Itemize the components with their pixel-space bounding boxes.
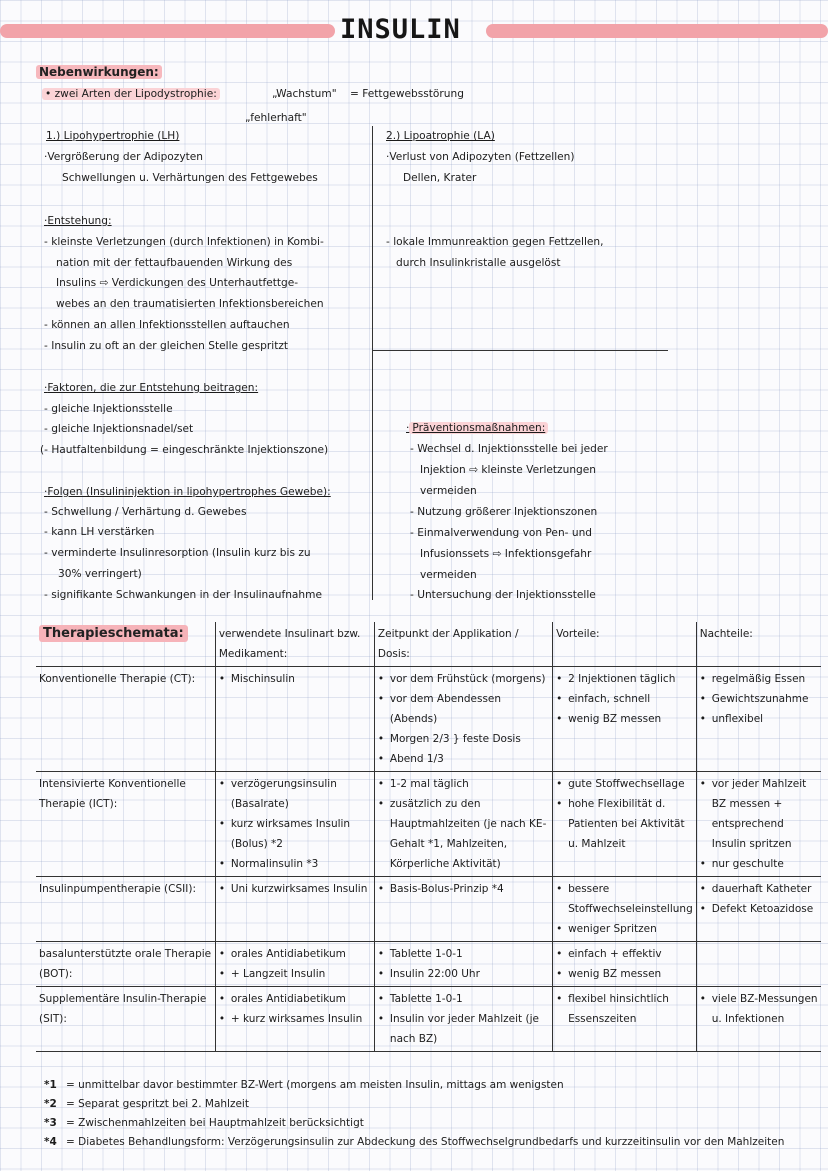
praevention-line: - Untersuchung der Injektionsstelle — [410, 589, 596, 601]
footnote-mark: *4 — [44, 1136, 57, 1148]
faktoren-line: - gleiche Injektionsstelle — [44, 403, 173, 415]
cell-vorteile — [553, 942, 697, 987]
list-item: • unflexibel — [700, 709, 818, 729]
wachstum-label: „Wachstum" — [272, 88, 337, 100]
list-item: • bessere Stoffwechseleinstellung — [556, 879, 693, 919]
cell-insulin — [215, 772, 374, 877]
cell-insulin — [215, 877, 374, 942]
cell-vorteile — [553, 987, 697, 1052]
list-item: • regelmäßig Essen — [700, 669, 818, 689]
praevention-line: Infusionssets ⇨ Infektionsgefahr — [420, 548, 592, 560]
list-item: • kurz wirksames Insulin (Bolus) *2 — [219, 814, 371, 854]
folgen-line: - signifikante Schwankungen in der Insulinaufnahme — [44, 589, 322, 601]
list-item: • gute Stoffwechsellage — [556, 774, 693, 794]
footnote — [44, 1133, 784, 1151]
cell-nachteile — [696, 942, 821, 987]
cell-zeitpunkt — [374, 772, 552, 877]
therapy-name: Insulinpumpentherapie (CSII): — [36, 877, 215, 942]
cell-insulin — [215, 942, 374, 987]
list-item: • weniger Spritzen — [556, 919, 693, 939]
list-item: • vor dem Abendessen (Abends) — [378, 689, 549, 729]
cell-vorteile — [553, 772, 697, 877]
lh-line-1: ·Vergrößerung der Adipozyten — [44, 151, 203, 163]
footnote-text: = Zwischenmahlzeiten bei Hauptmahlzeit berücksichtigt — [66, 1117, 364, 1129]
list-item: • nur geschulte — [700, 854, 818, 874]
cell-nachteile — [696, 987, 821, 1052]
list-item: • Mischinsulin — [219, 669, 371, 689]
footnote — [44, 1076, 564, 1094]
entstehung-line: - können an allen Infektionsstellen auftauchen — [44, 319, 290, 331]
list-item: • zusätzlich zu den Hauptmahlzeiten (je nach KE-Gehalt *1, Mahlzeiten, Körperliche Aktivität) — [378, 794, 549, 874]
list-item: • Tablette 1-0-1 — [378, 989, 549, 1009]
list-item: • + kurz wirksames Insulin — [219, 1009, 371, 1029]
list-item: • vor jeder Mahlzeit BZ messen + entsprechend Insulin spritzen — [700, 774, 818, 854]
cell-zeitpunkt — [374, 942, 552, 987]
la-title: 2.) Lipoatrophie (LA) — [386, 130, 495, 142]
list-item: • Uni kurzwirksames Insulin — [219, 879, 371, 899]
nebenwirkungen-heading: Nebenwirkungen: — [36, 66, 162, 80]
list-item: • einfach, schnell — [556, 689, 693, 709]
la-entstehung-line: - lokale Immunreaktion gegen Fettzellen, — [386, 236, 604, 248]
cell-insulin — [215, 987, 374, 1052]
list-item: • Morgen 2/3 } feste Dosis — [378, 729, 549, 749]
list-item: • 2 Injektionen täglich — [556, 669, 693, 689]
fehlerhaft-label: „fehlerhaft" — [245, 112, 307, 124]
therapie-table — [36, 622, 821, 1052]
entstehung-line: nation mit der fettaufbauenden Wirkung des — [56, 257, 293, 269]
list-item: • wenig BZ messen — [556, 709, 693, 729]
table-header-row — [36, 622, 821, 667]
list-item: • Gewichtszunahme — [700, 689, 818, 709]
entstehung-line: Insulins ⇨ Verdickungen des Unterhautfettge- — [56, 277, 299, 289]
intro-line: • zwei Arten der Lipodystrophie: — [42, 88, 220, 101]
footnote-text: = Separat gespritzt bei 2. Mahlzeit — [66, 1098, 249, 1110]
lh-line-2: Schwellungen u. Verhärtungen des Fettgewebes — [62, 172, 318, 184]
footnote-text: = unmittelbar davor bestimmter BZ-Wert (morgens am meisten Insulin, mittags am wenigsten — [66, 1079, 564, 1091]
footnote-mark: *2 — [44, 1098, 57, 1110]
list-item: • Tablette 1-0-1 — [378, 944, 549, 964]
entstehung-line: - kleinste Verletzungen (durch Infektionen) in Kombi- — [44, 236, 324, 248]
praevention-line: - Nutzung größerer Injektionszonen — [410, 506, 598, 518]
list-item: • Normalinsulin *3 — [219, 854, 371, 874]
entstehung-title: ·Entstehung: — [44, 215, 112, 227]
page-title: INSULIN — [340, 14, 461, 45]
col-insulin-header: verwendete Insulinart bzw. Medikament: — [215, 622, 374, 667]
col-nachteile-header: Nachteile: — [696, 622, 821, 667]
footnote-text: = Diabetes Behandlungsform: Verzögerungsinsulin zur Abdeckung des Stoffwechselgrundbedarfs und kurzzeitinsulin vor den Mahlzeiten — [66, 1136, 785, 1148]
list-item: • orales Antidiabetikum — [219, 989, 371, 1009]
title-band-left — [0, 24, 335, 38]
therapy-name: basalunterstützte orale Therapie (BOT): — [36, 942, 215, 987]
folgen-line: 30% verringert) — [58, 568, 142, 580]
list-item: • Insulin vor jeder Mahlzeit (je nach BZ) — [378, 1009, 549, 1049]
table-row — [36, 987, 821, 1052]
praevention-line: - Wechsel d. Injektionsstelle bei jeder — [410, 443, 608, 455]
list-item: • 1-2 mal täglich — [378, 774, 549, 794]
section-divider-vertical — [372, 126, 373, 600]
cell-nachteile — [696, 667, 821, 772]
therapie-heading-cell: Therapieschemata: — [36, 622, 215, 667]
list-item: • verzögerungsinsulin (Basalrate) — [219, 774, 371, 814]
list-item: • Insulin 22:00 Uhr — [378, 964, 549, 984]
faktoren-line: (- Hautfaltenbildung = eingeschränkte Injektionszone) — [40, 444, 329, 456]
cell-nachteile — [696, 772, 821, 877]
cell-zeitpunkt — [374, 877, 552, 942]
cell-zeitpunkt — [374, 987, 552, 1052]
table-row — [36, 942, 821, 987]
title-band-right — [486, 24, 828, 38]
therapy-name: Konventionelle Therapie (CT): — [36, 667, 215, 772]
col-vorteile-header: Vorteile: — [553, 622, 697, 667]
cell-vorteile — [553, 877, 697, 942]
la-line-1: ·Verlust von Adipozyten (Fettzellen) — [386, 151, 575, 163]
list-item: • Defekt Ketoazidose — [700, 899, 818, 919]
folgen-line: - kann LH verstärken — [44, 526, 155, 538]
footnote-mark: *3 — [44, 1117, 57, 1129]
la-line-2: Dellen, Krater — [403, 172, 477, 184]
footnote-mark: *1 — [44, 1079, 57, 1091]
section-divider-horizontal — [372, 350, 668, 351]
col-zeitpunkt-header: Zeitpunkt der Applikation / Dosis: — [374, 622, 552, 667]
list-item: • wenig BZ messen — [556, 964, 693, 984]
list-item: • vor dem Frühstück (morgens) — [378, 669, 549, 689]
la-entstehung-line: durch Insulinkristalle ausgelöst — [396, 257, 561, 269]
folgen-line: - Schwellung / Verhärtung d. Gewebes — [44, 506, 247, 518]
entstehung-line: - Insulin zu oft an der gleichen Stelle gespritzt — [44, 340, 289, 352]
footnote — [44, 1095, 249, 1113]
praevention-title: · Präventionsmaßnahmen: — [406, 422, 548, 435]
lh-title: 1.) Lipohypertrophie (LH) — [46, 130, 180, 142]
list-item: • dauerhaft Katheter — [700, 879, 818, 899]
list-item: • flexibel hinsichtlich Essenszeiten — [556, 989, 693, 1029]
therapy-name: Supplementäre Insulin-Therapie (SIT): — [36, 987, 215, 1052]
folgen-line: - verminderte Insulinresorption (Insulin kurz bis zu — [44, 547, 311, 559]
therapy-name: Intensivierte Konventionelle Therapie (ICT): — [36, 772, 215, 877]
cell-vorteile — [553, 667, 697, 772]
list-item: • einfach + effektiv — [556, 944, 693, 964]
folgen-title: ·Folgen (Insulininjektion in lipohypertrophes Gewebe): — [44, 486, 331, 498]
table-row — [36, 772, 821, 877]
praevention-line: - Einmalverwendung von Pen- und — [410, 527, 593, 539]
table-row — [36, 667, 821, 772]
list-item: • Abend 1/3 — [378, 749, 549, 769]
list-item: • orales Antidiabetikum — [219, 944, 371, 964]
praevention-line: Injektion ⇨ kleinste Verletzungen — [420, 464, 597, 476]
fettgewebsstoerung-label: = Fettgewebsstörung — [350, 88, 464, 100]
cell-nachteile — [696, 877, 821, 942]
cell-insulin — [215, 667, 374, 772]
entstehung-line: webes an den traumatisierten Infektionsbereichen — [56, 298, 324, 310]
table-row — [36, 877, 821, 942]
faktoren-line: - gleiche Injektionsnadel/set — [44, 423, 194, 435]
list-item: • hohe Flexibilität d. Patienten bei Aktivität u. Mahlzeit — [556, 794, 693, 854]
list-item: • + Langzeit Insulin — [219, 964, 371, 984]
faktoren-title: ·Faktoren, die zur Entstehung beitragen: — [44, 382, 259, 394]
cell-zeitpunkt — [374, 667, 552, 772]
list-item: • Basis-Bolus-Prinzip *4 — [378, 879, 549, 899]
list-item: • viele BZ-Messungen u. Infektionen — [700, 989, 818, 1029]
footnote — [44, 1114, 364, 1132]
praevention-line: vermeiden — [420, 485, 477, 497]
praevention-line: vermeiden — [420, 569, 477, 581]
